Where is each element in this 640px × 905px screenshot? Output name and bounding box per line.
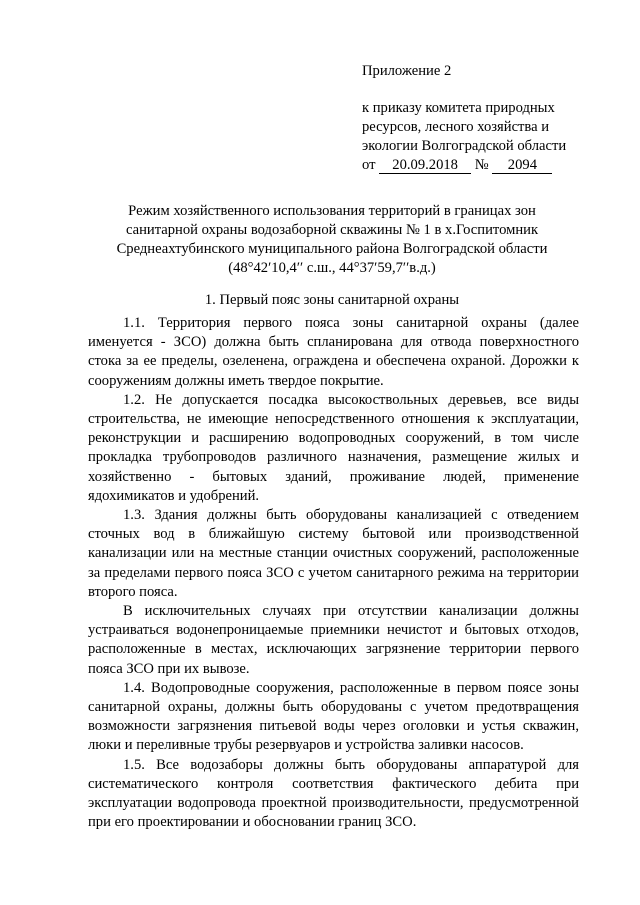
heading-line-3: Среднеахтубинского муниципального района Волгоградской области — [116, 241, 548, 257]
paragraph-exceptions: В исключительных случаях при отсутствии канализации должны устраиваться водонепроницаемые приемники нечистот и бытовых отходов, расположенные в местах, исключающих загрязнение территории первого пояса ЗСО при их вывозе. — [88, 603, 579, 677]
appendix-block — [362, 62, 602, 175]
paragraph-1-5: 1.5. Все водозаборы должны быть оборудованы аппаратурой для систематического контроля соответствия фактического дебита при эксплуатации водопровода проектной производительности, предусмотренной при его проектировании и обосновании границ ЗСО. — [88, 756, 579, 831]
heading-line-1: Режим хозяйственного использования территорий в границах зон — [128, 203, 536, 219]
number-label: № — [474, 157, 489, 173]
from-label: от — [362, 157, 376, 173]
document-heading — [88, 202, 576, 278]
section-title: 1. Первый пояс зоны санитарной охраны — [204, 292, 460, 308]
order-date-line — [362, 156, 602, 175]
paragraph-1-1: 1.1. Территория первого пояса зоны санитарной охраны (далее именуется - ЗСО) должна быть спланирована для отвода поверхностного стока за ее пределы, озеленена, ограждена и обеспечена охраной. Дорожки к сооружениям должны иметь твердое покрытие. — [88, 315, 579, 389]
order-line-1: к приказу комитета природных — [362, 100, 555, 116]
appendix-title: Приложение 2 — [362, 63, 452, 79]
order-line-2: ресурсов, лесного хозяйства и — [362, 119, 550, 135]
order-number: 2094 — [492, 157, 552, 174]
paragraph-1-4: 1.4. Водопроводные сооружения, расположенные в первом поясе зоны санитарной охраны, должны быть оборудованы с учетом предотвращения возможности загрязнения питьевой воды через оголовки и устья скважин, люки и переливные трубы резервуаров и устройства заливки насосов. — [88, 679, 579, 754]
order-date: 20.09.2018 — [379, 157, 471, 174]
heading-coordinates: (48°42′10,4′′ с.ш., 44°37′59,7′′в.д.) — [228, 260, 436, 276]
heading-line-2: санитарной охраны водозаборной скважины № 1 в х.Госпитомник — [125, 222, 539, 238]
paragraph-1-2: 1.2. Не допускается посадка высокоствольных деревьев, все виды строительства, не имеющие непосредственного отношения к эксплуатации, реконструкции и расширению водопроводных сооружений, в том числе прокладка трубопроводов различного назначения, размещение жилых и хозяйственно - бытовых зданий, проживание людей, применение ядохимикатов и удобрений. — [88, 391, 579, 504]
order-line-3: экологии Волгоградской области — [362, 138, 567, 154]
body-text — [88, 314, 579, 832]
paragraph-1-3: 1.3. Здания должны быть оборудованы канализацией с отведением сточных вод в ближайшую систему бытовой или производственной канализации или на местные станции очистных сооружений, расположенные за пределами первого пояса ЗСО с учетом санитарного режима на территории второго пояса. — [88, 507, 579, 600]
